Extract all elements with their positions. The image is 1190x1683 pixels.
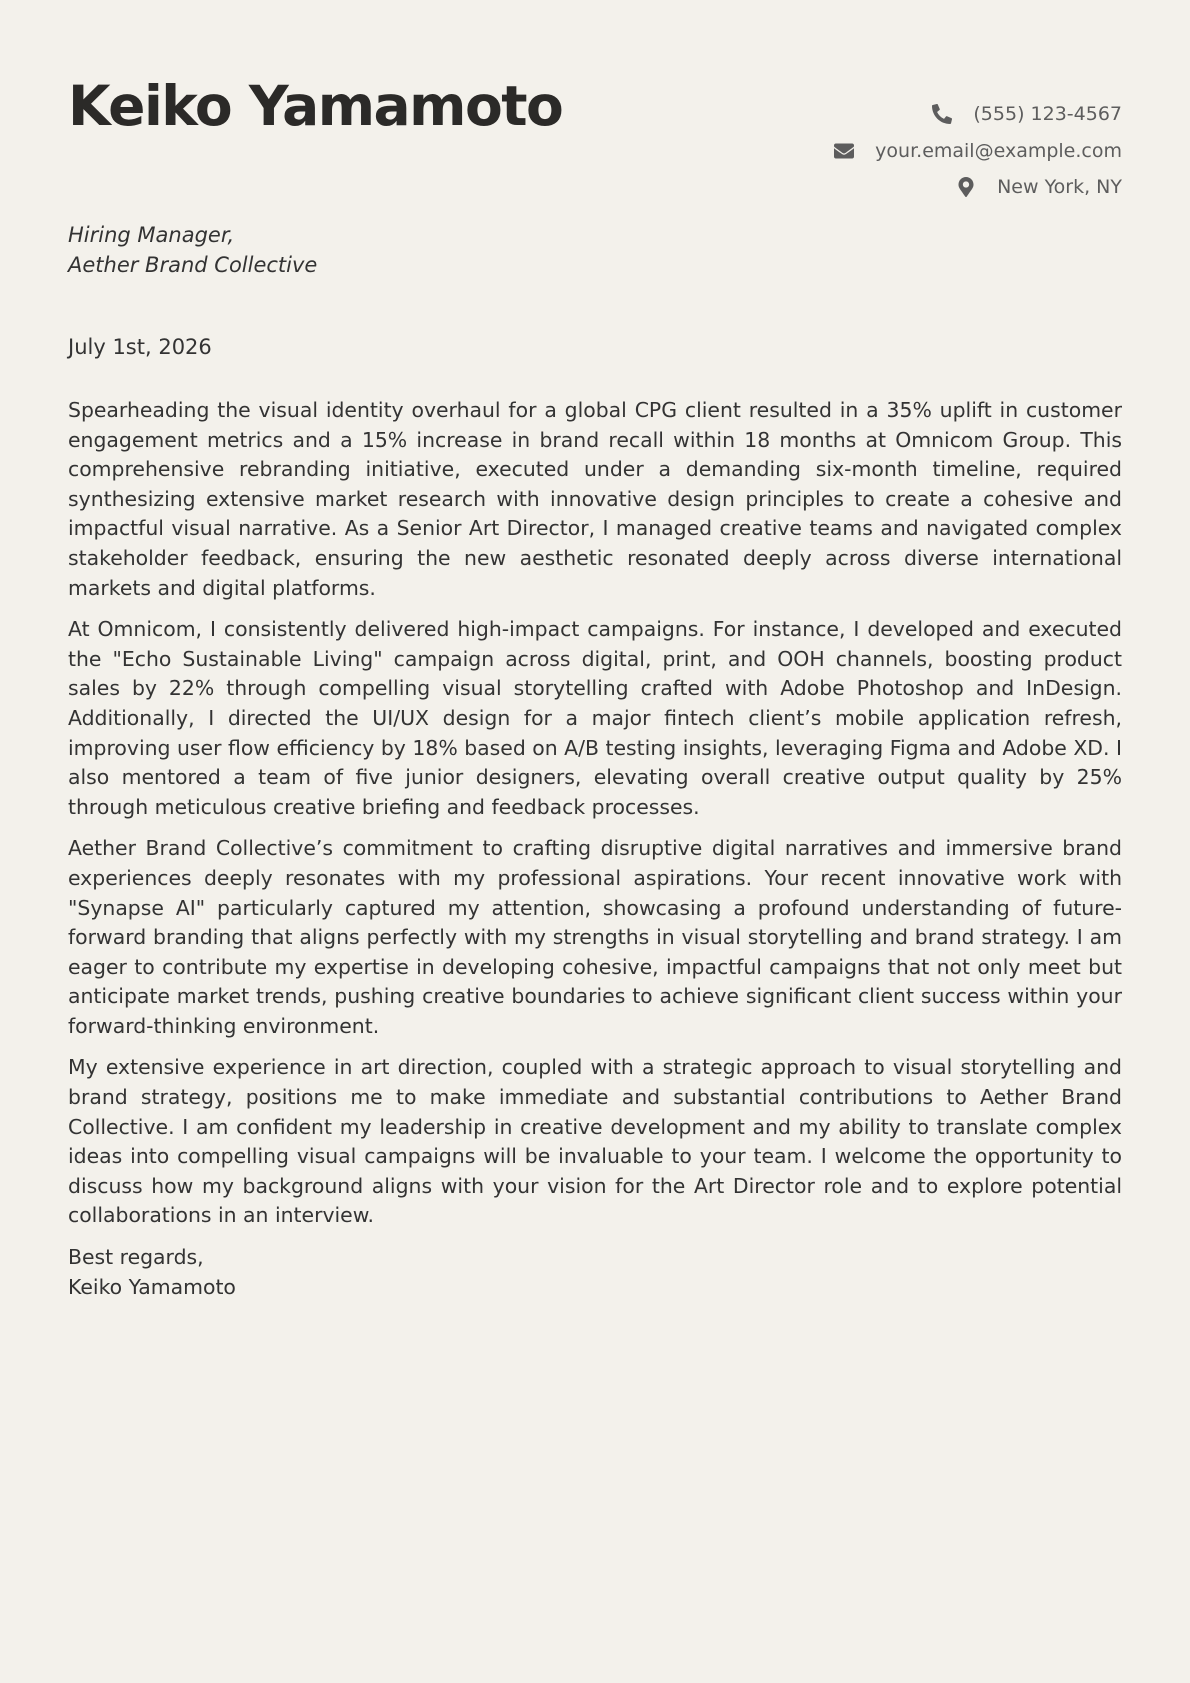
- map-marker-icon: [955, 176, 977, 198]
- body-paragraph-3: Aether Brand Collective’s commitment to crafting disruptive digital narratives and immersive brand experiences deeply resonates with my professional aspirations. Your recent innovative work with "Synapse AI" particularly captured my attention, showcasing a profound understanding of future-forward branding that aligns perfectly with my strengths in visual storytelling and brand strategy. I am eager to contribute my expertise in developing cohesive, impactful campaigns that not only meet but anticipate market trends, pushing creative boundaries to achieve significant client success within your forward-thinking environment.: [68, 836, 1122, 1038]
- envelope-icon: [833, 140, 855, 162]
- phone-text: (555) 123-4567: [973, 103, 1122, 126]
- letter-header: [68, 0, 1122, 200]
- recipient-company: Aether Brand Collective: [68, 253, 318, 277]
- body-paragraph-4: My extensive experience in art direction, coupled with a strategic approach to visual storytelling and brand strategy, positions me to make immediate and substantial contributions to Aether Brand Collective. I am confident my leadership in creative development and my ability to translate complex ideas into compelling visual campaigns will be invaluable to your team. I welcome the opportunity to discuss how my background aligns with your vision for the Art Director role and to explore potential collaborations in an interview.: [68, 1055, 1122, 1228]
- closing-signature: Keiko Yamamoto: [68, 1274, 236, 1299]
- contact-email: [833, 133, 1122, 170]
- location-text: New York, NY: [997, 176, 1122, 199]
- recipient-title: Hiring Manager,: [68, 223, 235, 247]
- recipient-block: [68, 220, 317, 280]
- closing-salutation: Best regards,: [68, 1245, 204, 1270]
- body-paragraph-1: Spearheading the visual identity overhaul for a global CPG client resulted in a 35% uplift in customer engagement metrics and a 15% increase in brand recall within 18 months at Omnicom Group. This comprehensive rebranding initiative, executed under a demanding six-month timeline, required synthesizing extensive market research with innovative design principles to create a cohesive and impactful visual narrative. As a Senior Art Director, I managed creative teams and navigated complex stakeholder feedback, ensuring the new aesthetic resonated deeply across diverse international markets and digital platforms.: [68, 398, 1122, 600]
- email-text: your.email@example.com: [875, 139, 1122, 162]
- phone-icon: [931, 103, 953, 125]
- letter-body: [68, 396, 1122, 1302]
- applicant-name: Keiko Yamamoto: [68, 74, 563, 138]
- contact-phone: [833, 96, 1122, 133]
- closing-block: [68, 1243, 1122, 1302]
- contact-location: [833, 169, 1122, 206]
- letter-date: July 1st, 2026: [68, 335, 212, 359]
- body-paragraph-2: At Omnicom, I consistently delivered high-impact campaigns. For instance, I developed and executed the "Echo Sustainable Living" campaign across digital, print, and OOH channels, boosting product sales by 22% through compelling visual storytelling crafted with Adobe Photoshop and InDesign. Additionally, I directed the UI/UX design for a major fintech client’s mobile application refresh, improving user flow efficiency by 18% based on A/B testing insights, leveraging Figma and Adobe XD. I also mentored a team of five junior designers, elevating overall creative output quality by 25% through meticulous creative briefing and feedback processes.: [68, 617, 1122, 819]
- contact-info: [833, 96, 1122, 206]
